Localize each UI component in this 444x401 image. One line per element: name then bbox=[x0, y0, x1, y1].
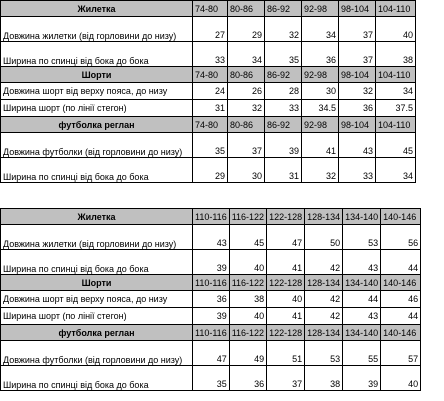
measurement-value: 42 bbox=[305, 308, 343, 325]
measurement-value: 35 bbox=[193, 366, 230, 391]
measurement-label: Довжина жилетки (від горловини до низу) bbox=[1, 225, 193, 250]
measurement-value: 34 bbox=[228, 42, 265, 67]
measurement-value: 34 bbox=[376, 83, 416, 100]
measurement-value: 42 bbox=[305, 291, 343, 308]
size-header-cell: 92-98 bbox=[302, 117, 339, 133]
measurement-value: 44 bbox=[343, 291, 381, 308]
measurement-value: 46 bbox=[381, 291, 421, 308]
section-title: Жилетка bbox=[1, 209, 193, 225]
measurement-value: 27 bbox=[193, 17, 228, 42]
section-title: футболка реглан bbox=[1, 117, 193, 133]
size-header-cell: 86-92 bbox=[265, 1, 302, 17]
measurement-value: 32 bbox=[228, 100, 265, 117]
size-header-cell: 110-116 bbox=[193, 209, 230, 225]
size-header-cell: 128-134 bbox=[305, 325, 343, 341]
measurement-value: 26 bbox=[228, 83, 265, 100]
measurement-row bbox=[1, 42, 416, 67]
measurement-value: 34 bbox=[302, 17, 339, 42]
measurement-value: 32 bbox=[302, 158, 339, 183]
measurement-value: 44 bbox=[381, 250, 421, 275]
measurement-row bbox=[1, 225, 421, 250]
measurement-value: 32 bbox=[265, 17, 302, 42]
section-header-row bbox=[1, 275, 421, 291]
size-header-cell: 122-128 bbox=[267, 325, 305, 341]
measurement-label: Ширина шорт (по лінії стегон) bbox=[1, 100, 193, 117]
measurement-value: 38 bbox=[229, 291, 266, 308]
measurement-value: 57 bbox=[381, 341, 421, 366]
measurement-row bbox=[1, 17, 416, 42]
measurement-value: 47 bbox=[267, 225, 305, 250]
section-header-row bbox=[1, 1, 416, 17]
measurement-value: 51 bbox=[267, 341, 305, 366]
measurement-value: 34 bbox=[376, 158, 416, 183]
measurement-value: 35 bbox=[265, 42, 302, 67]
table-gap bbox=[0, 194, 444, 208]
size-header-cell: 134-140 bbox=[343, 209, 381, 225]
size-header-cell: 110-116 bbox=[193, 325, 230, 341]
measurement-value: 31 bbox=[193, 100, 228, 117]
measurement-value: 40 bbox=[229, 250, 266, 275]
measurement-value: 53 bbox=[343, 225, 381, 250]
measurement-value: 29 bbox=[193, 158, 228, 183]
size-header-cell: 80-86 bbox=[228, 117, 265, 133]
size-header-cell: 74-80 bbox=[193, 1, 228, 17]
measurement-value: 37 bbox=[228, 133, 265, 158]
size-header-cell: 74-80 bbox=[193, 117, 228, 133]
measurement-value: 49 bbox=[229, 341, 266, 366]
measurement-label: Ширина по спинці від бока до бока bbox=[1, 366, 193, 391]
size-header-cell: 86-92 bbox=[265, 67, 302, 83]
measurement-value: 43 bbox=[343, 250, 381, 275]
size-header-cell: 116-122 bbox=[229, 325, 266, 341]
measurement-value: 44 bbox=[381, 308, 421, 325]
section-title: Шорти bbox=[1, 275, 193, 291]
section-header-row bbox=[1, 209, 421, 225]
size-header-cell: 104-110 bbox=[376, 117, 416, 133]
measurement-row bbox=[1, 83, 416, 100]
measurement-value: 33 bbox=[265, 100, 302, 117]
measurement-value: 53 bbox=[305, 341, 343, 366]
measurement-value: 36 bbox=[229, 366, 266, 391]
measurement-row bbox=[1, 250, 421, 275]
measurement-value: 37 bbox=[339, 17, 376, 42]
measurement-row bbox=[1, 133, 416, 158]
size-header-cell: 104-110 bbox=[376, 1, 416, 17]
measurement-value: 40 bbox=[376, 17, 416, 42]
measurement-label: Довжина футболки (від горловини до низу) bbox=[1, 341, 193, 366]
size-header-cell: 104-110 bbox=[376, 67, 416, 83]
section-header-row bbox=[1, 117, 416, 133]
size-table-large bbox=[0, 208, 421, 391]
measurement-value: 37 bbox=[339, 42, 376, 67]
measurement-value: 39 bbox=[193, 250, 230, 275]
measurement-label: Ширина по спинці від бока до бока bbox=[1, 42, 193, 67]
size-header-cell: 98-104 bbox=[339, 117, 376, 133]
measurement-value: 43 bbox=[339, 133, 376, 158]
size-header-cell: 86-92 bbox=[265, 117, 302, 133]
measurement-value: 38 bbox=[376, 42, 416, 67]
measurement-value: 41 bbox=[267, 250, 305, 275]
section-header-row bbox=[1, 67, 416, 83]
size-header-cell: 140-146 bbox=[381, 325, 421, 341]
size-header-cell: 80-86 bbox=[228, 67, 265, 83]
size-header-cell: 140-146 bbox=[381, 275, 421, 291]
measurement-value: 55 bbox=[343, 341, 381, 366]
measurement-label: Ширина по спинці від бока до бока bbox=[1, 158, 193, 183]
measurement-value: 36 bbox=[193, 291, 230, 308]
measurement-row bbox=[1, 158, 416, 183]
size-header-cell: 122-128 bbox=[267, 275, 305, 291]
measurement-value: 28 bbox=[265, 83, 302, 100]
size-header-cell: 128-134 bbox=[305, 209, 343, 225]
measurement-row bbox=[1, 366, 421, 391]
measurement-label: Довжина шорт від верху пояса, до низу bbox=[1, 83, 193, 100]
measurement-value: 34.5 bbox=[302, 100, 339, 117]
measurement-value: 39 bbox=[343, 366, 381, 391]
measurement-value: 41 bbox=[302, 133, 339, 158]
size-header-cell: 128-134 bbox=[305, 275, 343, 291]
size-header-cell: 116-122 bbox=[229, 275, 266, 291]
measurement-value: 45 bbox=[376, 133, 416, 158]
size-header-cell: 110-116 bbox=[193, 275, 230, 291]
size-header-cell: 98-104 bbox=[339, 1, 376, 17]
section-title: Шорти bbox=[1, 67, 193, 83]
section-title: Жилетка bbox=[1, 1, 193, 17]
measurement-value: 40 bbox=[229, 308, 266, 325]
measurement-value: 38 bbox=[305, 366, 343, 391]
measurement-value: 56 bbox=[381, 225, 421, 250]
measurement-value: 45 bbox=[229, 225, 266, 250]
section-title: футболка реглан bbox=[1, 325, 193, 341]
size-header-cell: 74-80 bbox=[193, 67, 228, 83]
measurement-value: 47 bbox=[193, 341, 230, 366]
size-header-cell: 92-98 bbox=[302, 1, 339, 17]
size-table-small bbox=[0, 0, 416, 183]
measurement-value: 24 bbox=[193, 83, 228, 100]
size-header-cell: 122-128 bbox=[267, 209, 305, 225]
measurement-value: 36 bbox=[302, 42, 339, 67]
measurement-value: 40 bbox=[381, 366, 421, 391]
measurement-value: 36 bbox=[339, 100, 376, 117]
size-header-cell: 98-104 bbox=[339, 67, 376, 83]
measurement-value: 39 bbox=[265, 133, 302, 158]
measurement-value: 37.5 bbox=[376, 100, 416, 117]
section-header-row bbox=[1, 325, 421, 341]
measurement-row bbox=[1, 291, 421, 308]
measurement-value: 33 bbox=[193, 42, 228, 67]
measurement-value: 41 bbox=[267, 308, 305, 325]
measurement-value: 33 bbox=[339, 158, 376, 183]
measurement-row bbox=[1, 341, 421, 366]
size-header-cell: 116-122 bbox=[229, 209, 266, 225]
measurement-label: Ширина по спинці від бока до бока bbox=[1, 250, 193, 275]
size-header-cell: 140-146 bbox=[381, 209, 421, 225]
measurement-row bbox=[1, 308, 421, 325]
measurement-value: 40 bbox=[267, 291, 305, 308]
size-header-cell: 80-86 bbox=[228, 1, 265, 17]
measurement-label: Ширина шорт (по лінії стегон) bbox=[1, 308, 193, 325]
measurement-value: 50 bbox=[305, 225, 343, 250]
size-header-cell: 134-140 bbox=[343, 275, 381, 291]
measurement-value: 39 bbox=[193, 308, 230, 325]
measurement-value: 30 bbox=[302, 83, 339, 100]
measurement-value: 31 bbox=[265, 158, 302, 183]
size-header-cell: 134-140 bbox=[343, 325, 381, 341]
measurement-label: Довжина футболки (від горловини до низу) bbox=[1, 133, 193, 158]
measurement-row bbox=[1, 100, 416, 117]
measurement-value: 35 bbox=[193, 133, 228, 158]
measurement-label: Довжина жилетки (від горловини до низу) bbox=[1, 17, 193, 42]
measurement-value: 42 bbox=[305, 250, 343, 275]
measurement-value: 30 bbox=[228, 158, 265, 183]
size-header-cell: 92-98 bbox=[302, 67, 339, 83]
measurement-value: 37 bbox=[267, 366, 305, 391]
measurement-value: 43 bbox=[193, 225, 230, 250]
measurement-value: 32 bbox=[339, 83, 376, 100]
measurement-value: 29 bbox=[228, 17, 265, 42]
measurement-value: 43 bbox=[343, 308, 381, 325]
measurement-label: Довжина шорт від верху пояса, до низу bbox=[1, 291, 193, 308]
